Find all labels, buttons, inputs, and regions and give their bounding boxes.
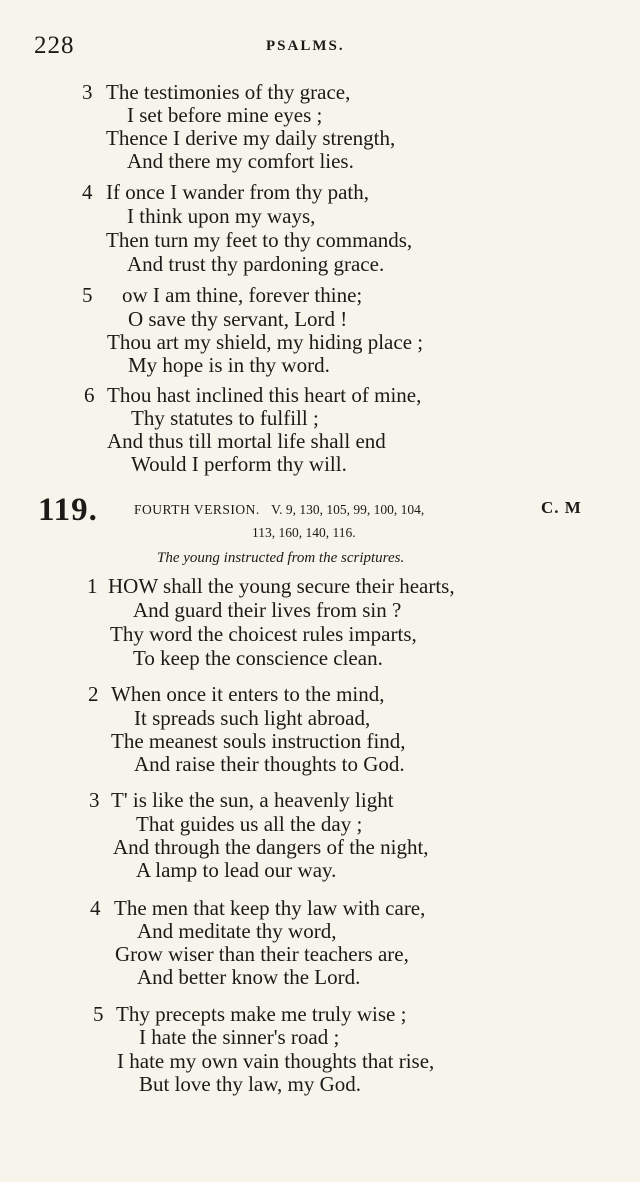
verse-line: And meditate thy word, — [137, 919, 337, 943]
verse-line: The testimonies of thy grace, — [106, 80, 351, 104]
psalm-number: 119. — [38, 492, 98, 528]
verse-references-continued: 113, 160, 140, 116. — [252, 525, 356, 540]
stanza-number: 5 — [93, 1002, 104, 1026]
stanza-number: 3 — [89, 788, 100, 812]
verse-line: T' is like the sun, a heavenly light — [111, 788, 394, 812]
verse-line: And raise their thoughts to God. — [134, 752, 405, 776]
verse-line: Thou hast inclined this heart of mine, — [107, 383, 422, 407]
version-label: FOURTH VERSION. — [134, 502, 260, 517]
version-heading — [134, 502, 424, 518]
stanza-number: 5 — [82, 283, 93, 307]
verse-line: To keep the conscience clean. — [133, 646, 383, 670]
verse-line: The meanest souls instruction find, — [111, 729, 406, 753]
verse-line: O save thy servant, Lord ! — [128, 307, 348, 331]
verse-line: Thy word the choicest rules imparts, — [110, 622, 417, 646]
verse-line: HOW shall the young secure their hearts, — [108, 574, 455, 598]
verse-line: Thy precepts make me truly wise ; — [116, 1002, 407, 1026]
verse-line: If once I wander from thy path, — [106, 180, 369, 204]
verse-line: ow I am thine, forever thine; — [122, 283, 363, 307]
verse-line: Thou art my shield, my hiding place ; — [107, 330, 424, 354]
verse-references: V. 9, 130, 105, 99, 100, 104, — [271, 502, 425, 517]
verse-line: When once it enters to the mind, — [111, 682, 385, 706]
meter: C. M — [541, 498, 582, 517]
hymn-subtitle: The young instructed from the scriptures. — [157, 550, 405, 566]
stanza-number: 3 — [82, 80, 93, 104]
verse-line: Would I perform thy will. — [131, 452, 347, 476]
running-head: PSALMS. — [266, 38, 345, 54]
stanza-number: 4 — [82, 180, 93, 204]
verse-line: And trust thy pardoning grace. — [127, 252, 385, 276]
page-number: 228 — [34, 32, 75, 59]
verse-line: Grow wiser than their teachers are, — [115, 942, 409, 966]
verse-line: I hate the sinner's road ; — [139, 1025, 340, 1049]
verse-line: That guides us all the day ; — [136, 812, 363, 836]
verse-line: A lamp to lead our way. — [136, 858, 337, 882]
stanza-number: 6 — [84, 383, 95, 407]
stanza-number: 2 — [88, 682, 99, 706]
stanza-number: 1 — [87, 574, 98, 598]
verse-line: I set before mine eyes ; — [127, 103, 323, 127]
verse-line: And thus till mortal life shall end — [107, 429, 386, 453]
verse-line: My hope is in thy word. — [128, 353, 330, 377]
verse-line: It spreads such light abroad, — [134, 706, 371, 730]
verse-line: I hate my own vain thoughts that rise, — [117, 1049, 435, 1073]
verse-line: I think upon my ways, — [127, 204, 316, 228]
verse-line: And there my comfort lies. — [127, 149, 354, 173]
verse-line: And guard their lives from sin ? — [133, 598, 402, 622]
verse-line: Then turn my feet to thy commands, — [106, 228, 413, 252]
verse-line: And through the dangers of the night, — [113, 835, 429, 859]
verse-line: The men that keep thy law with care, — [114, 896, 426, 920]
verse-line: Thence I derive my daily strength, — [106, 126, 396, 150]
verse-line: But love thy law, my God. — [139, 1072, 362, 1096]
stanza-number: 4 — [90, 896, 101, 920]
verse-line: Thy statutes to fulfill ; — [131, 406, 319, 430]
verse-line: And better know the Lord. — [137, 965, 361, 989]
